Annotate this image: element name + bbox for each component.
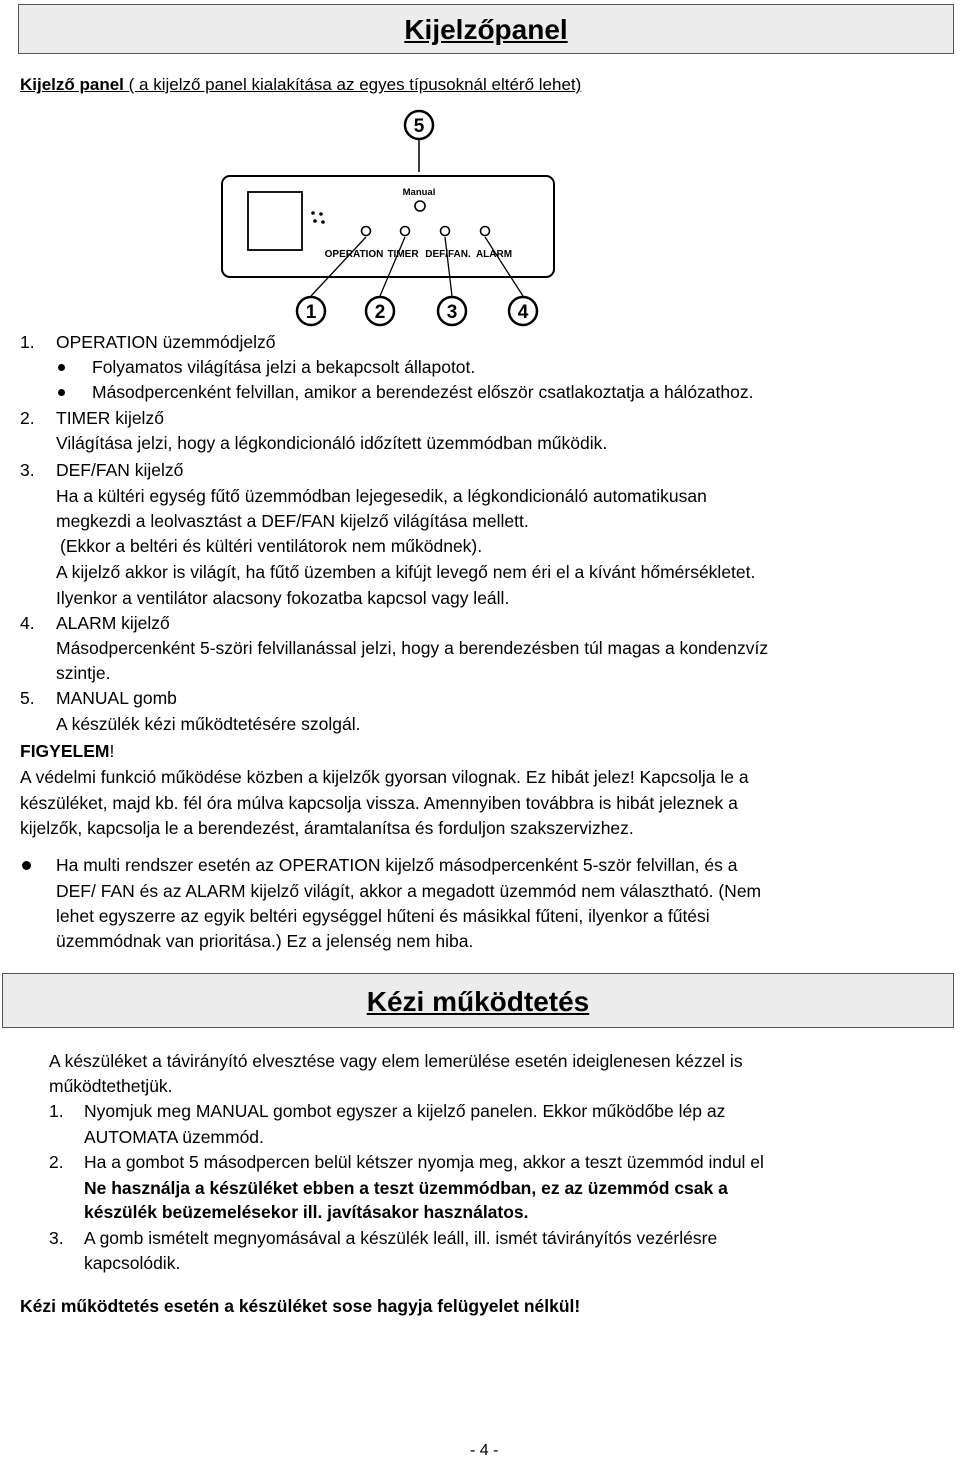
bullet-icon (58, 389, 65, 396)
display-panel-diagram (200, 100, 580, 332)
multi-text-3: lehet egyszerre az egyik beltéri egységgel hűteni és másikkal fűteni, ilyenkor a fűtési (56, 906, 710, 926)
item-2-number: 2. (20, 408, 35, 428)
callout-5-label: 5 (413, 116, 425, 137)
step-2-text-3: készülék beüzemelésekor ill. javításakor használatos. (84, 1202, 529, 1222)
item-1-bullet-1: Folyamatos világítása jelzi a bekapcsolt állapotot. (92, 357, 476, 377)
subtitle (20, 74, 581, 96)
manual-intro-2: működtethetjük. (49, 1076, 173, 1096)
warning-text-2: készüléket, majd kb. fél óra múlva kapcsolja vissza. Amennyiben továbbra is hibát jeleznek a (20, 793, 738, 813)
item-3-text-2: megkezdi a leolvasztást a DEF/FAN kijelző világítása mellett. (56, 511, 529, 531)
warning-heading (20, 740, 114, 762)
manual-intro-1: A készüléket a távirányító elvesztése vagy elem lemerülése esetén ideiglenesen kézzel is (49, 1051, 743, 1071)
item-2-text: Világítása jelzi, hogy a légkondicionáló időzített üzemmódban működik. (56, 433, 608, 453)
callout-1-label: 1 (305, 302, 317, 323)
step-3-number: 3. (49, 1228, 64, 1248)
panel-screen (248, 192, 302, 250)
deffan-led (441, 227, 450, 236)
item-1-title: OPERATION üzemmódjelző (56, 332, 276, 352)
alarm-led (481, 227, 490, 236)
subtitle-bold: Kijelző panel (20, 75, 124, 94)
warning-text-3: kijelzők, kapcsolja le a berendezést, áramtalanítsa és forduljon szakszervizhez. (20, 818, 634, 838)
item-3-text-3: (Ekkor a beltéri és kültéri ventilátorok nem működnek). (60, 536, 483, 556)
item-3-title: DEF/FAN kijelző (56, 460, 184, 480)
final-warning: Kézi működtetés esetén a készüléket sose hagyja felügyelet nélkül! (20, 1296, 581, 1316)
step-1-text-2: AUTOMATA üzemmód. (84, 1127, 264, 1147)
manual-button (415, 201, 425, 211)
step-2-text-2: Ne használja a készüléket ebben a teszt üzemmódban, ez az üzemmód csak a (84, 1178, 728, 1198)
item-5-text: A készülék kézi működtetésére szolgál. (56, 714, 361, 734)
item-3-text-5: Ilyenkor a ventilátor alacsony fokozatba kapcsol vagy leáll. (56, 588, 510, 608)
operation-label: OPERATION (324, 249, 384, 260)
item-3-number: 3. (20, 460, 35, 480)
operation-led (362, 227, 371, 236)
item-5-title: MANUAL gomb (56, 688, 177, 708)
deffan-label: DEF/FAN. (425, 249, 471, 260)
step-2-text-1: Ha a gombot 5 másodpercen belül kétszer nyomja meg, akkor a teszt üzemmód indul el (84, 1152, 764, 1172)
item-1-number: 1. (20, 332, 35, 352)
section-2-title: Kézi működtetés (366, 986, 590, 1017)
multi-text-4: üzemmódnak van prioritása.) Ez a jelenség nem hiba. (56, 931, 474, 951)
item-4-title: ALARM kijelző (56, 613, 170, 633)
timer-led (401, 227, 410, 236)
callout-3-label: 3 (446, 302, 458, 323)
step-1-number: 1. (49, 1101, 64, 1121)
item-3-text-4: A kijelző akkor is világít, ha fűtő üzemben a kifújt levegő nem éri el a kívánt hőmérsékletet. (56, 562, 756, 582)
alarm-label: ALARM (475, 249, 513, 260)
section-title: Kijelzőpanel (404, 14, 568, 45)
multi-text-2: DEF/ FAN és az ALARM kijelző világít, akkor a megadott üzemmód nem választható. (Nem (56, 881, 762, 901)
item-2-title: TIMER kijelző (56, 408, 164, 428)
item-5-number: 5. (20, 688, 35, 708)
bullet-icon (58, 364, 65, 371)
step-2-number: 2. (49, 1152, 64, 1172)
section-title-box (18, 4, 954, 54)
section-2-title-box (2, 973, 954, 1028)
item-3-text-1: Ha a kültéri egység fűtő üzemmódban lejegesedik, a légkondicionáló automatikusan (56, 486, 707, 506)
item-1-bullet-2: Másodpercenként felvillan, amikor a berendezést először csatlakoztatja a hálózathoz. (92, 382, 754, 402)
item-4-number: 4. (20, 613, 35, 633)
bullet-icon (22, 861, 31, 870)
item-4-text-2: szintje. (56, 663, 111, 683)
subtitle-rest: ( a kijelző panel kialakítása az egyes típusoknál eltérő lehet) (123, 75, 582, 94)
step-1-text-1: Nyomjuk meg MANUAL gombot egyszer a kijelző panelen. Ekkor működőbe lép az (84, 1101, 726, 1121)
item-4-text-1: Másodpercenként 5-szöri felvillanással jelzi, hogy a berendezésben túl magas a kondenzvíz (56, 638, 769, 658)
callout-4-label: 4 (517, 302, 529, 323)
multi-text-1: Ha multi rendszer esetén az OPERATION kijelző másodpercenként 5-ször felvillan, és a (56, 855, 738, 875)
step-3-text-1: A gomb ismételt megnyomásával a készülék leáll, ill. ismét távirányítós vezérlésre (84, 1228, 718, 1248)
warning-text-1: A védelmi funkció működése közben a kijelzők gyorsan vilognak. Ez hibát jelez! Kapcsolja le a (20, 767, 749, 787)
timer-label: TIMER (387, 249, 419, 260)
manual-label: Manual (402, 187, 436, 198)
warning-excl: ! (109, 741, 115, 761)
page-number: - 4 - (470, 1442, 499, 1458)
callout-2-label: 2 (374, 302, 386, 323)
step-3-text-2: kapcsolódik. (84, 1253, 181, 1273)
warning-head-text: FIGYELEM (20, 741, 110, 761)
